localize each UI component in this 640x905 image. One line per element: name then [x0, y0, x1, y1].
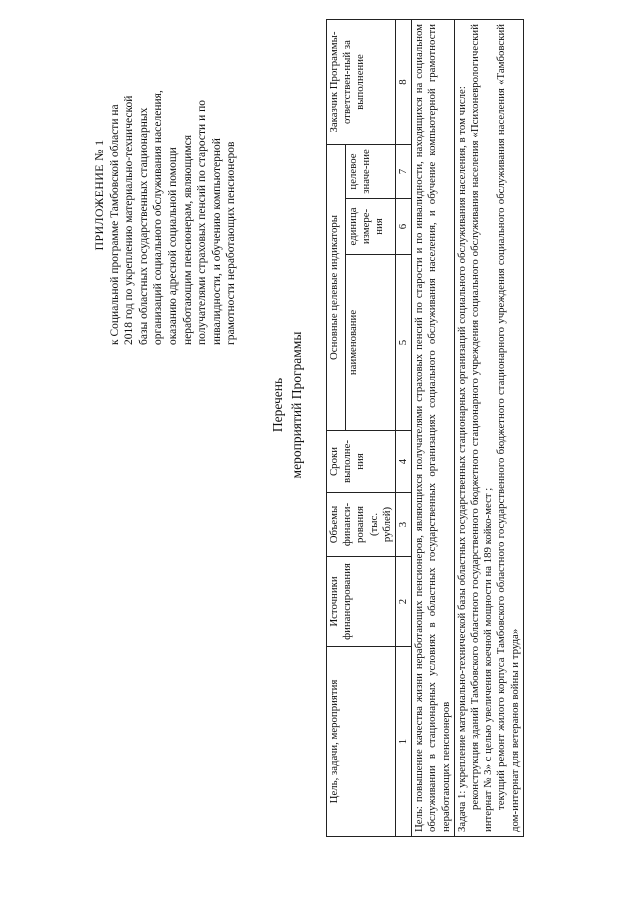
column-number: 5: [396, 255, 412, 431]
header-goal: Цель, задачи, мероприятия: [327, 647, 396, 837]
goal-text: Цель: повышение качества жизни неработающих пенсионеров, являющихся получателями страховых пенсий по старости и по инвалидности, находящихся на социальном обслуживании в стационарных условиях в областных государственных организациях социального обслуживания населения, и обучение компьютерной грамотности неработающих пенсионеров: [412, 20, 455, 837]
appendix-line: инвалидности, и обучению компьютерной: [210, 138, 223, 345]
appendix-line: к Социальной программе Тамбовской области на: [108, 104, 121, 345]
task-item: текущий ремонт жилого корпуса Тамбовского областного государственного бюджетного стационарного учреждения социального обслуживания населения «Тамбовский дом-интернат для ветеранов войны и труда»: [495, 24, 521, 832]
page-title: Перечень: [270, 377, 285, 433]
task-text: Задача 1: укрепление материально-технической базы областных государственных стационарных организаций социального обслуживания населения, в том числе:: [455, 86, 468, 832]
column-number: 8: [396, 20, 412, 145]
goal-row: [412, 20, 455, 837]
header-customer: Заказчик Программы-ответствен-ный за выполнение: [327, 20, 396, 145]
header-row: [327, 20, 346, 837]
program-table: [326, 19, 524, 837]
column-number: 7: [396, 145, 412, 199]
header-terms: Сроки выполне-ния: [327, 431, 396, 493]
column-numbers-row: [396, 20, 412, 837]
appendix-line: оказанию адресной социальной помощи: [166, 147, 179, 345]
header-sources: Источники финансирования: [327, 557, 396, 647]
header-volumes: Объемы финанси-рования (тыс. рублей): [327, 493, 396, 557]
task-cell: [454, 20, 523, 837]
header-indicators: Основные целевые индикаторы: [327, 145, 346, 431]
header-indicator-name: наименование: [346, 255, 396, 431]
appendix-line: базы областных государственных стационарных: [137, 107, 150, 345]
header-indicator-unit: единица измере-ния: [346, 199, 396, 255]
appendix-line: неработающим пенсионерам, являющимся: [181, 134, 194, 345]
appendix-line: 2018 год по укреплению материально-технической: [123, 95, 136, 345]
column-number: 2: [396, 557, 412, 647]
appendix-block: [92, 45, 239, 345]
task-item: реконструкция зданий Тамбовского областного государственного бюджетного стационарного учреждения социального обслуживания населения «Психоневрологический интернат № 3» с целью увеличения коечной мощности на 189 койко-мест ;: [469, 24, 495, 832]
column-number: 4: [396, 431, 412, 493]
column-number: 6: [396, 199, 412, 255]
appendix-line: грамотности неработающих пенсионеров: [225, 141, 238, 345]
appendix-line: организаций социального обслуживания населения,: [152, 90, 165, 345]
header-indicator-value: целевое значе-ние: [346, 145, 396, 199]
appendix-line: получателями страховых пенсий по старости и по: [196, 100, 209, 345]
column-number: 3: [396, 493, 412, 557]
appendix-heading: ПРИЛОЖЕНИЕ № 1: [92, 139, 106, 251]
page-subtitle: мероприятий Программы: [289, 331, 304, 479]
task-row: [454, 20, 523, 837]
column-number: 1: [396, 647, 412, 837]
